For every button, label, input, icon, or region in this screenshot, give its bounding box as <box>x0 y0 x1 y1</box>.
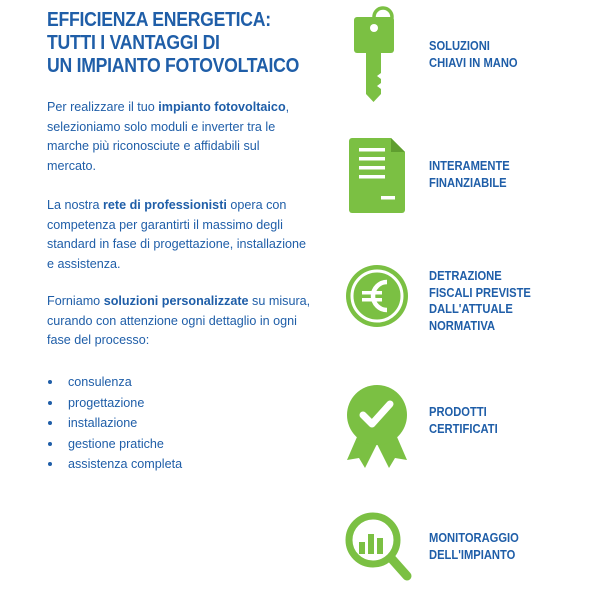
paragraph-text: opera con competenza per garantirti il massimo degli standard in fase di progettazione, installazione e assistenza. <box>47 198 307 271</box>
magnifier-chart-icon <box>343 510 415 610</box>
network-paragraph <box>47 196 312 274</box>
list-item <box>47 393 182 414</box>
euro-icon <box>343 260 415 360</box>
feature-label: SOLUZIONI CHIAVI IN MANO <box>429 38 518 70</box>
title-line: TUTTI I VANTAGGI DI <box>47 31 220 54</box>
feature-monitoring <box>343 510 600 610</box>
paragraph-text: Forniamo <box>47 294 104 308</box>
list-item <box>47 413 182 434</box>
bullet-icon <box>48 421 52 425</box>
service-label: gestione pratiche <box>68 436 164 451</box>
list-item <box>47 454 182 475</box>
list-item <box>47 434 182 455</box>
feature-label: MONITORAGGIO DELL'IMPIANTO <box>429 530 519 562</box>
intro-column <box>47 8 317 472</box>
feature-tax-deduction <box>343 260 600 360</box>
page-title <box>47 8 314 77</box>
service-label: consulenza <box>68 375 132 389</box>
paragraph-text: Per realizzare il tuo <box>47 100 159 114</box>
certified-badge-icon <box>343 382 415 482</box>
intro-paragraph <box>47 98 312 176</box>
service-label: assistenza completa <box>68 457 183 472</box>
title-line: UN IMPIANTO FOTOVOLTAICO <box>47 54 300 77</box>
paragraph-highlight: impianto fotovoltaico <box>158 100 286 114</box>
paragraph-text: La nostra <box>47 198 104 212</box>
bullet-icon <box>48 442 52 446</box>
document-icon <box>343 133 415 233</box>
bullet-icon <box>48 380 52 384</box>
title-line: EFFICIENZA ENERGETICA: <box>47 8 271 31</box>
feature-financing <box>343 133 600 233</box>
paragraph-highlight: soluzioni personalizzate <box>103 294 249 308</box>
paragraph-highlight: rete di professionisti <box>103 198 227 212</box>
bullet-icon <box>48 401 52 405</box>
feature-certified <box>343 382 600 482</box>
feature-label: DETRAZIONE FISCALI PREVISTE DALL'ATTUALE NORMATIVA <box>429 268 531 333</box>
solutions-paragraph <box>47 292 312 351</box>
list-item <box>47 372 182 393</box>
paragraph-text: su misura, curando con attenzione ogni dettaglio in ogni fase del processo: <box>47 294 311 347</box>
bullet-icon <box>48 462 52 466</box>
feature-turnkey <box>343 3 600 103</box>
feature-label: INTERAMENTE FINANZIABILE <box>429 158 510 190</box>
services-list <box>47 372 182 475</box>
key-icon <box>343 3 415 103</box>
feature-label: PRODOTTI CERTIFICATI <box>429 404 498 436</box>
paragraph-text: , selezioniamo solo moduli e inverter tra le marche più riconosciute e affidabili sul mercato. <box>47 100 290 173</box>
service-label: progettazione <box>68 395 145 410</box>
service-label: installazione <box>68 416 138 431</box>
